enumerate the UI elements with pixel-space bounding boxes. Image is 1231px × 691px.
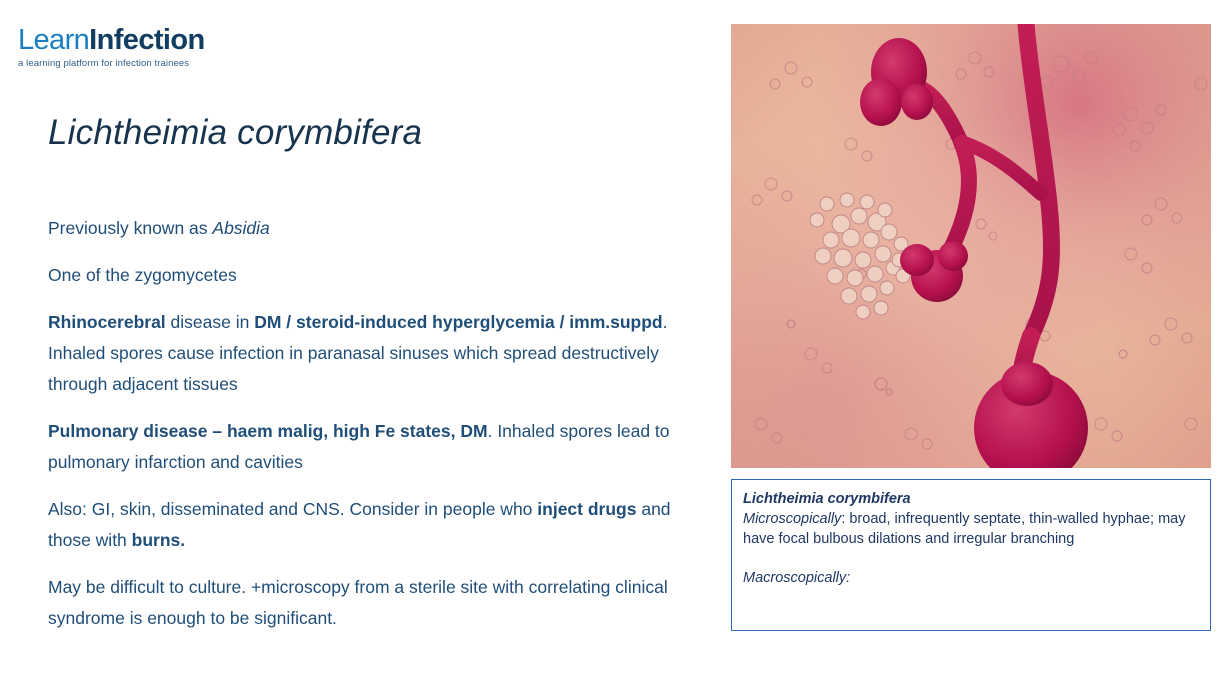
caption-microscopic-label: Microscopically [743,511,842,527]
text-run: One of the zygomycetes [48,265,237,285]
logo-wordmark [18,24,318,56]
text-run: Previously known as [48,218,213,238]
text-run: and those with [48,499,671,550]
text-run: . Inhaled spores lead to pulmonary infarction and cavities [48,421,670,472]
logo-word-infection: Infection [89,24,205,56]
text-run: burns. [131,530,186,550]
caption-microscopic-text: : broad, infrequently septate, thin-walled hyphae; may have focal bulbous dilations and irregular branching [743,511,1186,547]
logo-word-learn: Learn [18,24,90,56]
micrograph-image [731,24,1211,468]
paragraph-rhinocerebral [48,307,673,400]
text-run: inject drugs [537,499,637,519]
site-logo [18,24,318,69]
logo-tagline: a learning platform for infection trainees [18,58,190,69]
caption-title: Lichtheimia corymbifera [743,491,911,507]
text-run: disease in [165,312,255,332]
figure-caption [731,479,1211,631]
page-title: Lichtheimia corymbifera [48,113,423,152]
micrograph-graphic [731,24,1211,468]
slide-body [48,213,673,634]
paragraph-pulmonary [48,416,673,478]
text-run: Pulmonary disease – haem malig, high Fe states, DM [48,421,488,441]
caption-microscopic [743,509,1199,549]
text-run: Also: GI, skin, disseminated and CNS. Consider in people who [48,499,538,519]
paragraph-zygomycetes [48,260,673,291]
paragraph-culture [48,572,673,634]
text-run: Absidia [212,218,270,238]
paragraph-other-sites [48,494,673,556]
text-run: . Inhaled spores cause infection in paranasal sinuses which spread destructively through adjacent tissues [48,312,668,394]
caption-macroscopic-label: Macroscopically: [743,570,851,586]
text-run: May be difficult to culture. +microscopy from a sterile site with correlating clinical syndrome is enough to be significant. [48,577,668,628]
text-run: Rhinocerebral [48,312,166,332]
text-run: DM / steroid-induced hyperglycemia / imm.suppd [254,312,663,332]
paragraph-previously-known [48,213,673,244]
